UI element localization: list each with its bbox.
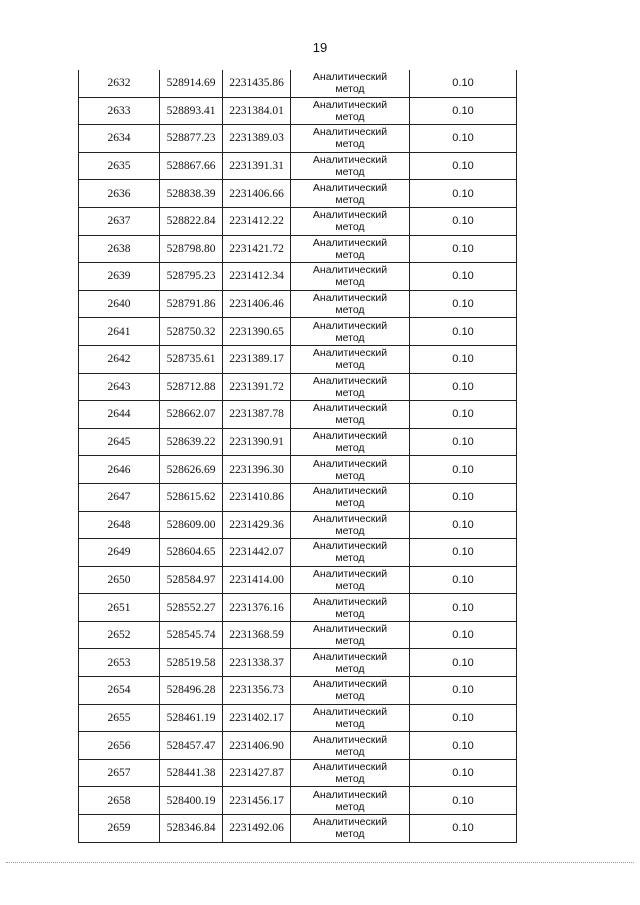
method-cell — [291, 759, 410, 787]
x-coordinate-cell: 528604.65 — [160, 539, 223, 567]
method-cell — [291, 787, 410, 815]
y-coordinate-cell: 2231435.86 — [223, 70, 291, 97]
point-number-cell: 2635 — [79, 152, 160, 180]
point-number-cell: 2632 — [79, 70, 160, 97]
table-row — [79, 290, 517, 318]
scan-artifact-line — [6, 862, 634, 863]
y-coordinate-cell: 2231368.59 — [223, 621, 291, 649]
y-coordinate-cell: 2231389.03 — [223, 125, 291, 153]
accuracy-cell: 0.10 — [410, 649, 517, 677]
accuracy-cell: 0.10 — [410, 263, 517, 291]
y-coordinate-cell: 2231396.30 — [223, 456, 291, 484]
point-number-cell: 2642 — [79, 345, 160, 373]
method-cell — [291, 539, 410, 567]
accuracy-cell: 0.10 — [410, 290, 517, 318]
x-coordinate-cell: 528639.22 — [160, 428, 223, 456]
x-coordinate-cell: 528893.41 — [160, 97, 223, 125]
point-number-cell: 2644 — [79, 401, 160, 429]
point-number-cell: 2633 — [79, 97, 160, 125]
method-line-2: метод — [335, 800, 365, 813]
point-number-cell: 2634 — [79, 125, 160, 153]
point-number-cell: 2646 — [79, 456, 160, 484]
table-row — [79, 70, 517, 97]
method-line-2: метод — [335, 166, 365, 179]
x-coordinate-cell: 528791.86 — [160, 290, 223, 318]
method-line-1: Аналитический — [312, 705, 388, 718]
method-cell — [291, 677, 410, 705]
y-coordinate-cell: 2231338.37 — [223, 649, 291, 677]
method-line-2: метод — [335, 635, 365, 648]
method-line-1: Аналитический — [312, 567, 388, 580]
accuracy-cell: 0.10 — [410, 207, 517, 235]
table-row — [79, 677, 517, 705]
accuracy-cell: 0.10 — [410, 483, 517, 511]
method-line-1: Аналитический — [312, 595, 388, 608]
y-coordinate-cell: 2231414.00 — [223, 566, 291, 594]
accuracy-cell: 0.10 — [410, 732, 517, 760]
method-line-1: Аналитический — [312, 816, 388, 829]
table-row — [79, 263, 517, 291]
method-line-1: Аналитический — [312, 623, 388, 636]
table-row — [79, 483, 517, 511]
method-line-2: метод — [335, 386, 365, 399]
accuracy-cell: 0.10 — [410, 401, 517, 429]
method-cell — [291, 428, 410, 456]
x-coordinate-cell: 528867.66 — [160, 152, 223, 180]
method-line-2: метод — [335, 83, 365, 96]
accuracy-cell: 0.10 — [410, 677, 517, 705]
x-coordinate-cell: 528795.23 — [160, 263, 223, 291]
x-coordinate-cell: 528712.88 — [160, 373, 223, 401]
point-number-cell: 2643 — [79, 373, 160, 401]
method-line-2: метод — [335, 221, 365, 234]
y-coordinate-cell: 2231429.36 — [223, 511, 291, 539]
point-number-cell: 2656 — [79, 732, 160, 760]
table-row — [79, 456, 517, 484]
method-line-2: метод — [335, 579, 365, 592]
point-number-cell: 2648 — [79, 511, 160, 539]
point-number-cell: 2654 — [79, 677, 160, 705]
method-cell — [291, 125, 410, 153]
method-line-2: метод — [335, 110, 365, 123]
method-cell — [291, 649, 410, 677]
method-line-1: Аналитический — [312, 540, 388, 553]
table-row — [79, 539, 517, 567]
y-coordinate-cell: 2231410.86 — [223, 483, 291, 511]
table-row — [79, 732, 517, 760]
table-row — [79, 180, 517, 208]
y-coordinate-cell: 2231402.17 — [223, 704, 291, 732]
x-coordinate-cell: 528615.62 — [160, 483, 223, 511]
page-number: 19 — [312, 40, 328, 55]
accuracy-cell: 0.10 — [410, 428, 517, 456]
method-line-1: Аналитический — [312, 788, 388, 801]
method-cell — [291, 456, 410, 484]
method-line-1: Аналитический — [312, 457, 388, 470]
accuracy-cell: 0.10 — [410, 70, 517, 97]
method-line-2: метод — [335, 524, 365, 537]
method-cell — [291, 373, 410, 401]
method-cell — [291, 704, 410, 732]
method-line-1: Аналитический — [312, 71, 388, 84]
y-coordinate-cell: 2231456.17 — [223, 787, 291, 815]
table-row — [79, 401, 517, 429]
method-line-1: Аналитический — [312, 761, 388, 774]
y-coordinate-cell: 2231421.72 — [223, 235, 291, 263]
point-number-cell: 2658 — [79, 787, 160, 815]
accuracy-cell: 0.10 — [410, 566, 517, 594]
point-number-cell: 2649 — [79, 539, 160, 567]
x-coordinate-cell: 528461.19 — [160, 704, 223, 732]
table-row — [79, 428, 517, 456]
table-row — [79, 649, 517, 677]
method-line-2: метод — [335, 690, 365, 703]
x-coordinate-cell: 528735.61 — [160, 345, 223, 373]
accuracy-cell: 0.10 — [410, 594, 517, 622]
method-line-1: Аналитический — [312, 430, 388, 443]
y-coordinate-cell: 2231387.78 — [223, 401, 291, 429]
x-coordinate-cell: 528662.07 — [160, 401, 223, 429]
y-coordinate-cell: 2231390.91 — [223, 428, 291, 456]
y-coordinate-cell: 2231442.07 — [223, 539, 291, 567]
method-cell — [291, 594, 410, 622]
method-line-1: Аналитический — [312, 485, 388, 498]
x-coordinate-cell: 528626.69 — [160, 456, 223, 484]
method-line-1: Аналитический — [312, 236, 388, 249]
method-cell — [291, 483, 410, 511]
method-line-1: Аналитический — [312, 512, 388, 525]
method-line-2: метод — [335, 276, 365, 289]
y-coordinate-cell: 2231492.06 — [223, 815, 291, 843]
y-coordinate-cell: 2231390.65 — [223, 318, 291, 346]
method-cell — [291, 152, 410, 180]
accuracy-cell: 0.10 — [410, 621, 517, 649]
x-coordinate-cell: 528584.97 — [160, 566, 223, 594]
method-line-1: Аналитический — [312, 650, 388, 663]
point-number-cell: 2641 — [79, 318, 160, 346]
y-coordinate-cell: 2231412.22 — [223, 207, 291, 235]
method-line-1: Аналитический — [312, 126, 388, 139]
point-number-cell: 2637 — [79, 207, 160, 235]
table-row — [79, 511, 517, 539]
method-line-2: метод — [335, 497, 365, 510]
table-row — [79, 704, 517, 732]
x-coordinate-cell: 528798.80 — [160, 235, 223, 263]
accuracy-cell: 0.10 — [410, 787, 517, 815]
x-coordinate-cell: 528914.69 — [160, 70, 223, 97]
method-cell — [291, 621, 410, 649]
method-line-2: метод — [335, 304, 365, 317]
y-coordinate-cell: 2231406.66 — [223, 180, 291, 208]
y-coordinate-cell: 2231406.90 — [223, 732, 291, 760]
point-number-cell: 2647 — [79, 483, 160, 511]
method-line-2: метод — [335, 331, 365, 344]
point-number-cell: 2636 — [79, 180, 160, 208]
table-row — [79, 759, 517, 787]
x-coordinate-cell: 528609.00 — [160, 511, 223, 539]
method-line-1: Аналитический — [312, 264, 388, 277]
point-number-cell: 2655 — [79, 704, 160, 732]
y-coordinate-cell: 2231391.31 — [223, 152, 291, 180]
method-cell — [291, 70, 410, 97]
method-line-1: Аналитический — [312, 292, 388, 305]
method-line-2: метод — [335, 138, 365, 151]
method-cell — [291, 318, 410, 346]
method-line-2: метод — [335, 773, 365, 786]
table-row — [79, 97, 517, 125]
x-coordinate-cell: 528750.32 — [160, 318, 223, 346]
point-number-cell: 2640 — [79, 290, 160, 318]
method-cell — [291, 566, 410, 594]
method-line-2: метод — [335, 442, 365, 455]
method-line-1: Аналитический — [312, 98, 388, 111]
y-coordinate-cell: 2231412.34 — [223, 263, 291, 291]
x-coordinate-cell: 528519.58 — [160, 649, 223, 677]
table-row — [79, 621, 517, 649]
accuracy-cell: 0.10 — [410, 345, 517, 373]
x-coordinate-cell: 528346.84 — [160, 815, 223, 843]
point-number-cell: 2651 — [79, 594, 160, 622]
accuracy-cell: 0.10 — [410, 511, 517, 539]
accuracy-cell: 0.10 — [410, 152, 517, 180]
point-number-cell: 2645 — [79, 428, 160, 456]
point-number-cell: 2659 — [79, 815, 160, 843]
y-coordinate-cell: 2231427.87 — [223, 759, 291, 787]
table-row — [79, 787, 517, 815]
method-cell — [291, 815, 410, 843]
point-number-cell: 2653 — [79, 649, 160, 677]
x-coordinate-cell: 528838.39 — [160, 180, 223, 208]
y-coordinate-cell: 2231356.73 — [223, 677, 291, 705]
x-coordinate-cell: 528877.23 — [160, 125, 223, 153]
accuracy-cell: 0.10 — [410, 456, 517, 484]
method-cell — [291, 97, 410, 125]
method-line-2: метод — [335, 828, 365, 841]
method-line-2: метод — [335, 745, 365, 758]
method-line-1: Аналитический — [312, 154, 388, 167]
x-coordinate-cell: 528496.28 — [160, 677, 223, 705]
method-cell — [291, 401, 410, 429]
method-line-1: Аналитический — [312, 347, 388, 360]
method-cell — [291, 207, 410, 235]
accuracy-cell: 0.10 — [410, 235, 517, 263]
y-coordinate-cell: 2231391.72 — [223, 373, 291, 401]
coordinates-table-body — [79, 70, 517, 842]
method-cell — [291, 235, 410, 263]
table-row — [79, 152, 517, 180]
method-line-1: Аналитический — [312, 733, 388, 746]
method-line-2: метод — [335, 359, 365, 372]
x-coordinate-cell: 528400.19 — [160, 787, 223, 815]
method-line-1: Аналитический — [312, 319, 388, 332]
accuracy-cell: 0.10 — [410, 125, 517, 153]
method-line-2: метод — [335, 248, 365, 261]
accuracy-cell: 0.10 — [410, 318, 517, 346]
point-number-cell: 2639 — [79, 263, 160, 291]
x-coordinate-cell: 528822.84 — [160, 207, 223, 235]
point-number-cell: 2652 — [79, 621, 160, 649]
y-coordinate-cell: 2231406.46 — [223, 290, 291, 318]
table-row — [79, 318, 517, 346]
point-number-cell: 2638 — [79, 235, 160, 263]
table-row — [79, 373, 517, 401]
coordinates-table — [78, 70, 517, 843]
method-cell — [291, 180, 410, 208]
table-row — [79, 125, 517, 153]
accuracy-cell: 0.10 — [410, 180, 517, 208]
method-line-2: метод — [335, 469, 365, 482]
x-coordinate-cell: 528457.47 — [160, 732, 223, 760]
method-line-2: метод — [335, 607, 365, 620]
y-coordinate-cell: 2231376.16 — [223, 594, 291, 622]
x-coordinate-cell: 528552.27 — [160, 594, 223, 622]
method-line-1: Аналитический — [312, 181, 388, 194]
method-line-2: метод — [335, 717, 365, 730]
table-row — [79, 566, 517, 594]
method-cell — [291, 263, 410, 291]
table-row — [79, 207, 517, 235]
accuracy-cell: 0.10 — [410, 539, 517, 567]
method-line-1: Аналитический — [312, 209, 388, 222]
method-cell — [291, 732, 410, 760]
method-cell — [291, 345, 410, 373]
method-line-2: метод — [335, 662, 365, 675]
accuracy-cell: 0.10 — [410, 97, 517, 125]
method-line-1: Аналитический — [312, 678, 388, 691]
point-number-cell: 2650 — [79, 566, 160, 594]
method-line-1: Аналитический — [312, 402, 388, 415]
accuracy-cell: 0.10 — [410, 373, 517, 401]
x-coordinate-cell: 528545.74 — [160, 621, 223, 649]
table-row — [79, 594, 517, 622]
method-line-1: Аналитический — [312, 374, 388, 387]
method-line-2: метод — [335, 414, 365, 427]
accuracy-cell: 0.10 — [410, 704, 517, 732]
method-line-2: метод — [335, 193, 365, 206]
table-row — [79, 235, 517, 263]
method-line-2: метод — [335, 552, 365, 565]
method-cell — [291, 290, 410, 318]
y-coordinate-cell: 2231389.17 — [223, 345, 291, 373]
point-number-cell: 2657 — [79, 759, 160, 787]
y-coordinate-cell: 2231384.01 — [223, 97, 291, 125]
accuracy-cell: 0.10 — [410, 759, 517, 787]
x-coordinate-cell: 528441.38 — [160, 759, 223, 787]
table-row — [79, 815, 517, 843]
method-cell — [291, 511, 410, 539]
table-row — [79, 345, 517, 373]
accuracy-cell: 0.10 — [410, 815, 517, 843]
